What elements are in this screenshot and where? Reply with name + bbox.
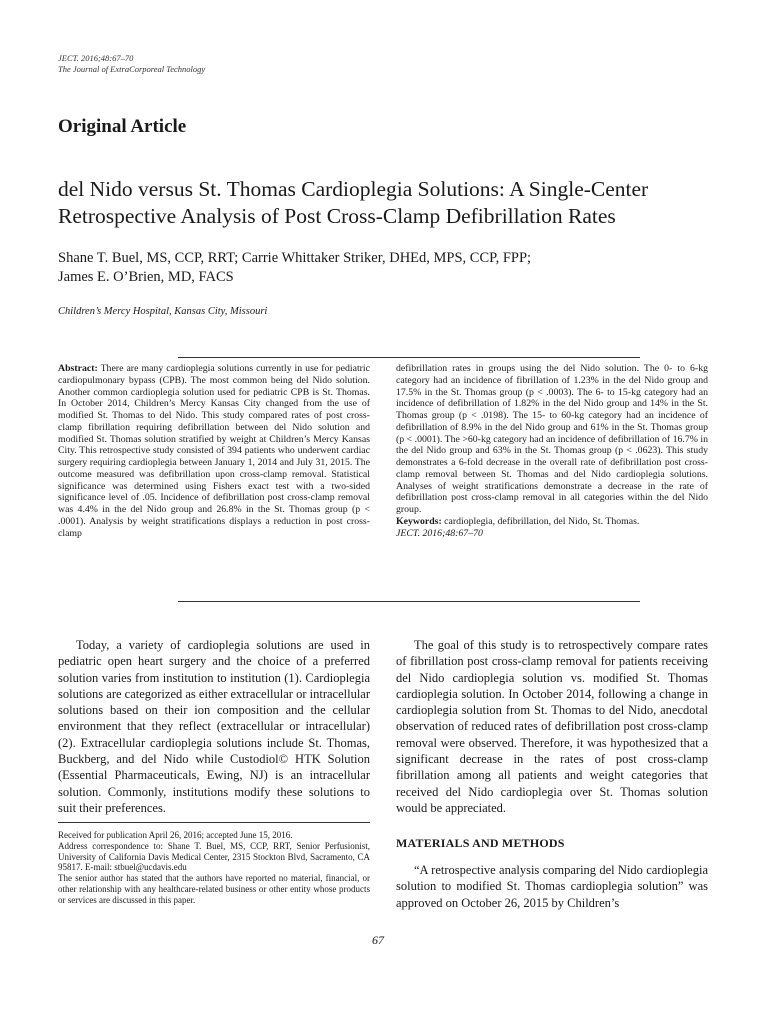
keywords-label: Keywords: <box>396 515 442 527</box>
abstract-top-rule <box>178 357 640 358</box>
abstract-bottom-rule <box>178 601 640 602</box>
goal-paragraph: The goal of this study is to retrospectively compare rates of fibrillation post cross-clamp removal for patients receiving del Nido cardioplegia solution vs. modified St. Thomas cardioplegia solution. In October 2014, following a change in cardioplegia solution from St. Thomas to del Nido, anecdotal observation of reduced rates of defibrillation post cross-clamp removal were observed. Therefore, it was hypothesized that a significant decrease in the rates of post cross-clamp fibrillation among all patients and weight categories that received del Nido cardioplegia over St. Thomas solution would be appreciated. <box>396 638 708 815</box>
article-type: Original Article <box>58 116 187 137</box>
article-title: del Nido versus St. Thomas Cardioplegia Solutions: A Single-Center Retrospective Analysis of Post Cross-Clamp Defibrillation Rates <box>58 177 649 228</box>
methods-body <box>396 862 708 911</box>
abstract-text-2: defibrillation rates in groups using the del Nido solution. The 0- to 6-kg category had an incidence of fibrillation of 1.23% in the del Nido group and 17.5% in the St. Thomas group (p < .0003). The 6- to 15-kg category had an incidence of defibrillation of 1.82% in the del Nido group and 14% in the St. Thomas group (p < .0198). The 15- to 60-kg category had an incidence of defibrillation of 8.9% in the del Nido group and 61% in the St. Thomas group (p < .0001). The >60-kg category had an incidence of defibrillation of 16.7% in the del Nido group and 63% in the St. Thomas group (p < .0623). This study demonstrates a 6-fold decrease in the overall rate of defibrillation post cross-clamp removal between St. Thomas and del Nido cardioplegia solutions. Analyses of weight stratifications demonstrate a decrease in the rate of defibrillation post cross-clamp removal in all categories within the del Nido group. <box>396 363 708 515</box>
authors-line-2: James E. O’Brien, MD, FACS <box>58 269 234 285</box>
keywords-text: cardioplegia, defibrillation, del Nido, St. Thomas. <box>441 515 640 527</box>
page-number: 67 <box>372 933 384 947</box>
footnote-received: Received for publication April 26, 2016; accepted June 15, 2016. <box>58 830 293 840</box>
affiliation: Children’s Mercy Hospital, Kansas City, Missouri <box>58 306 268 317</box>
authors-line-1: Shane T. Buel, MS, CCP, RRT; Carrie Whittaker Striker, DHEd, MPS, CCP, FPP; <box>58 250 532 266</box>
journal-name: The Journal of ExtraCorporeal Technology <box>58 64 206 74</box>
abstract-column-2 <box>396 363 708 539</box>
abstract-text-1: There are many cardioplegia solutions currently in use for pediatric cardiopulmonary bypass (CPB). The most common being del Nido solution. Another common cardioplegia solution used for pediatric CPB is St. Thomas. In October 2014, Children’s Mercy Kansas City changed from the use of modified St. Thomas to del Nido. This study compared rates of post cross-clamp fibrillation requiring defibrillation between del Nido solution and modified St. Thomas solution stratified by weight at Children’s Mercy Kansas City. This retrospective study consisted of 394 patients who underwent cardiac surgery requiring cardioplegia between January 1, 2014 and July 31, 2015. The outcome measured was defibrillation upon cross-clamp removal. Statistical significance was determined using Fishers exact test with a two-sided significance level of .05. Incidence of defibrillation post cross-clamp removal was 4.4% in the del Nido group and 26.8% in the St. Thomas group (p < .0001). Analysis by weight stratifications displays a reduction in post cross-clamp <box>58 363 370 539</box>
journal-citation: JECT. 2016;48:67–70 <box>58 53 134 63</box>
footnote <box>58 830 370 906</box>
abstract-citation: JECT. 2016;48:67–70 <box>396 527 483 539</box>
abstract-column-1 <box>58 363 370 539</box>
body-column-1 <box>58 637 370 816</box>
section-heading-methods: MATERIALS AND METHODS <box>396 836 565 850</box>
methods-paragraph: “A retrospective analysis comparing del Nido cardioplegia solution to modified St. Thomas cardioplegia solution” was approved on October 26, 2015 by Children’s <box>396 863 708 910</box>
journal-header <box>58 53 205 75</box>
abstract-label: Abstract: <box>58 363 98 374</box>
footnote-disclosure: The senior author has stated that the authors have reported no material, financial, or other relationship with any healthcare-related business or other entity whose products or services are discussed in this paper. <box>58 873 370 905</box>
footnote-address: Address correspondence to: Shane T. Buel, MS, CCP, RRT, Senior Perfusionist, University of California Davis Medical Center, 2315 Stockton Blvd, Sacramento, CA 95817. E-mail: stbuel@ucdavis.edu <box>58 840 370 873</box>
footnote-rule <box>58 822 370 823</box>
body-column-2 <box>396 637 708 816</box>
author-list <box>58 249 678 287</box>
intro-paragraph: Today, a variety of cardioplegia solutions are used in pediatric open heart surgery and the choice of a preferred solution varies from institution to institution (1). Cardioplegia solutions are categorized as either extracellular or intracellular solutions based on their ion composition and the cellular environment that they reflect (extracellular or intracellular) (2). Extracellular cardioplegia solutions include St. Thomas, Buckberg, and del Nido while Custodiol© HTK Solution (Essential Pharmaceuticals, Ewing, NJ) is an intracellular solution. Commonly, institutions modify these solutions to suit their preferences. <box>58 638 370 815</box>
